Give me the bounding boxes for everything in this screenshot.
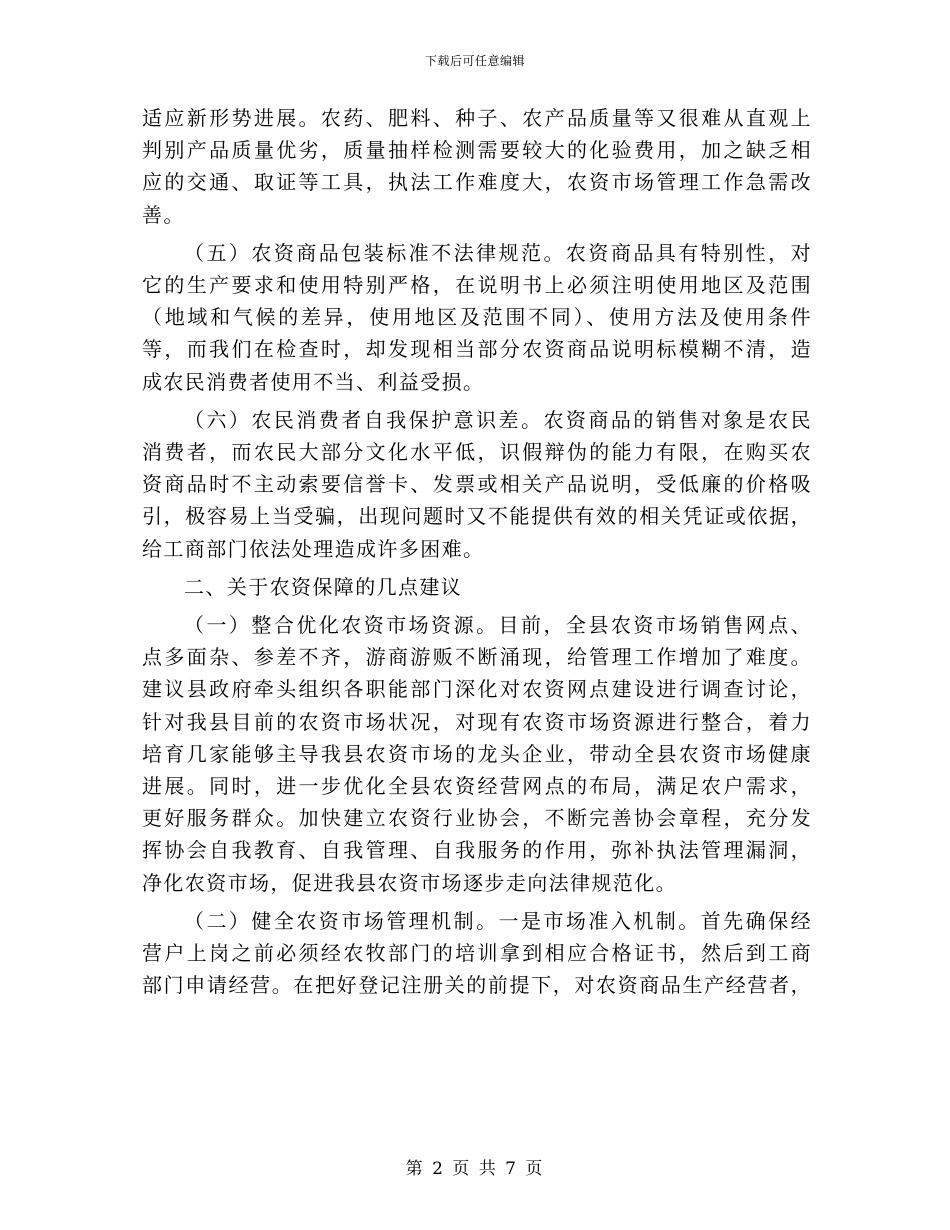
text-line: 它的生产要求和使用特别严格，在说明书上必须注明使用地区及范围 [142, 273, 812, 298]
text-line: 消费者，而农民大部分文化水平低，识假辩伪的能力有限，在购买农 [142, 440, 812, 465]
text-line: 应的交通、取证等工具，执法工作难度大，农资市场管理工作急需改 [142, 170, 812, 195]
text-line: （二）健全农资市场管理机制。一是市场准入机制。首先确保经 [184, 908, 812, 933]
paragraph-suggestion-two [142, 905, 812, 1002]
text-line: （一）整合优化农资市场资源。目前，全县农资市场销售网点、 [184, 613, 812, 638]
page-header-note: 下载后可任意编辑 [424, 54, 525, 68]
text-line: 培育几家能够主导我县农资市场的龙头企业，带动全县农资市场健康 [142, 741, 812, 766]
text-line: 给工商部门依法处理造成许多困难。 [142, 536, 485, 561]
text-line: 针对我县目前的农资市场状况，对现有农资市场资源进行整合，着力 [142, 709, 812, 734]
paragraph-section-five [142, 237, 812, 398]
text-line: 更好服务群众。加快建立农资行业协会，不断完善协会章程，充分发 [142, 806, 812, 831]
text-line: 等，而我们在检查时，却发现相当部分农资商品说明标模糊不清，造 [142, 337, 812, 362]
heading-line: 二、关于农资保障的几点建议 [184, 574, 463, 599]
text-line: 营户上岗之前必须经农牧部门的培训拿到相应合格证书，然后到工商 [142, 941, 812, 966]
paragraph-quality-inspection [142, 102, 812, 231]
section-heading-suggestions [142, 571, 812, 603]
text-line: 净化农资市场，促进我县农资市场逐步走向法律规范化。 [142, 870, 677, 895]
text-line: 点多面杂、参差不齐，游商游贩不断涌现，给管理工作增加了难度。 [142, 645, 812, 670]
document-body [142, 102, 812, 1001]
text-line: 引，极容易上当受骗，出现问题时又不能提供有效的相关凭证或依据， [142, 504, 812, 529]
text-line: 判别产品质量优劣，质量抽样检测需要较大的化验费用，加之缺乏相 [142, 138, 812, 163]
paragraph-section-six [142, 404, 812, 565]
text-line: 适应新形势进展。农药、肥料、种子、农产品质量等又很难从直观上 [142, 106, 812, 130]
text-line: 资商品时不主动索要信誉卡、发票或相关产品说明，受低廉的价格吸 [142, 472, 812, 497]
text-line: （地域和气候的差异，使用地区及范围不同）、使用方法及使用条件 [142, 305, 812, 330]
text-line: 善。 [142, 202, 185, 227]
text-line: 进展。同时，进一步优化全县农资经营网点的布局，满足农户需求， [142, 774, 812, 799]
paragraph-suggestion-one [142, 609, 812, 899]
text-line: 建议县政府牵头组织各职能部门深化对农资网点建设进行调查讨论， [142, 677, 812, 702]
page-number: 第 2 页 共 7 页 [405, 1159, 545, 1179]
text-line: （六）农民消费者自我保护意识差。农资商品的销售对象是农民 [184, 407, 812, 432]
text-line: 成农民消费者使用不当、利益受损。 [142, 369, 485, 394]
text-line: （五）农资商品包装标准不法律规范。农资商品具有特别性，对 [184, 240, 812, 265]
text-line: 挥协会自我教育、自我管理、自我服务的作用，弥补执法管理漏洞， [142, 838, 812, 863]
text-line: 部门申请经营。在把好登记注册关的前提下，对农资商品生产经营者， [142, 973, 812, 998]
